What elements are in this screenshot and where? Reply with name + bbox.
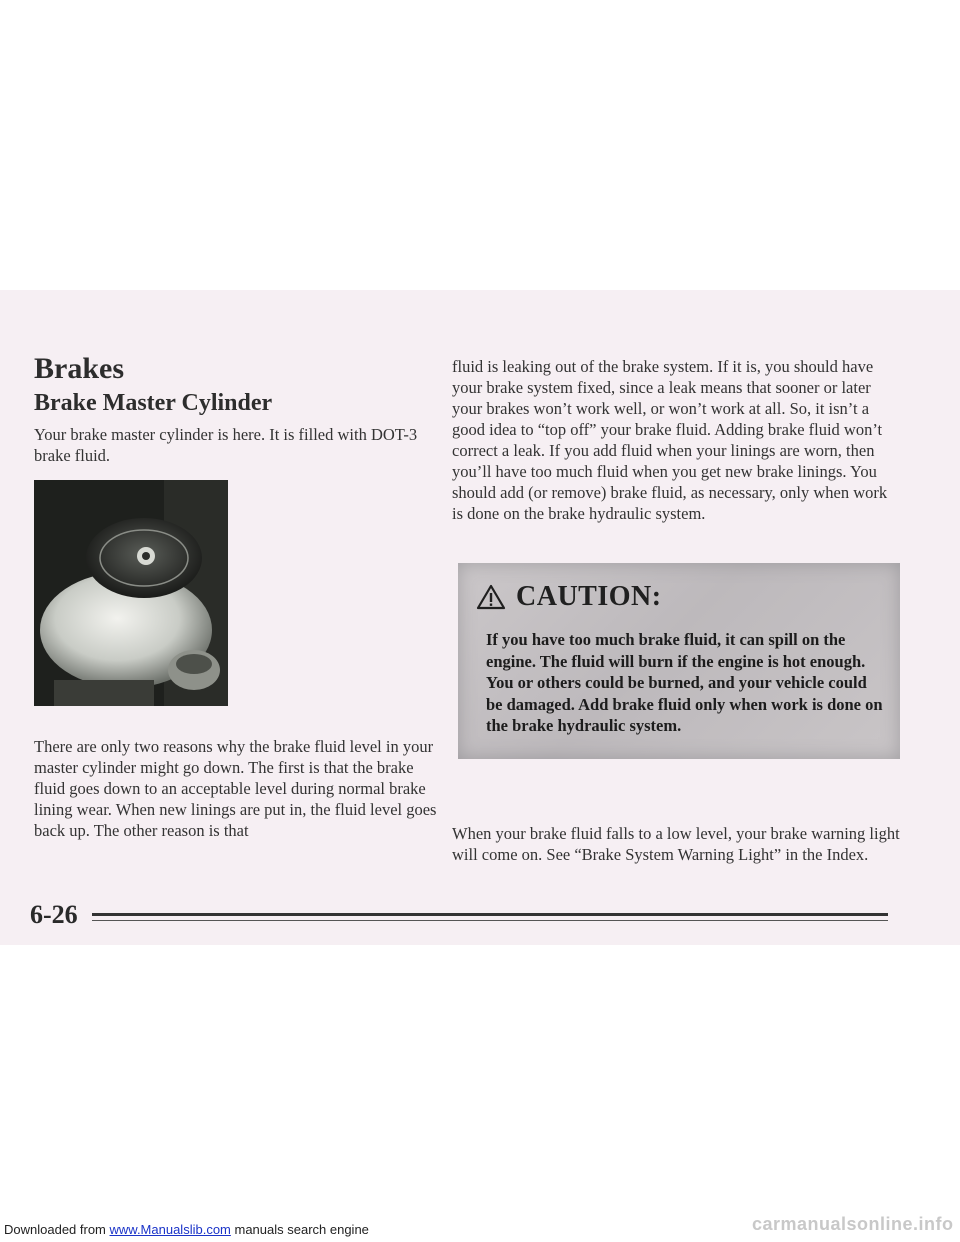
intro-paragraph: Your brake master cylinder is here. It is filled with DOT-3 brake fluid.: [34, 425, 418, 465]
caution-header: [476, 581, 662, 613]
footer-suffix: manuals search engine: [230, 1222, 369, 1237]
subsection-title: Brake Master Cylinder: [34, 390, 273, 416]
section-title: Brakes: [34, 352, 124, 385]
footer-rule-thick: [92, 913, 888, 916]
download-footer: [4, 1222, 369, 1237]
caution-text: If you have too much brake fluid, it can spill on the engine. The fluid will burn if the engine is hot enough. You or others could be burned, and your vehicle could be damaged. Add brake fluid only when work is done on the brake hydraulic system.: [486, 630, 883, 735]
fluid-level-paragraph: There are only two reasons why the brake fluid level in your master cylinder might go down. The first is that the brake fluid goes down to an acceptable level during normal brake lining wear. When new linings are put in, the fluid level goes back up. The other reason is that: [34, 737, 437, 840]
page-number: 6-26: [30, 900, 78, 929]
caution-box: [458, 563, 900, 759]
reservoir-illustration: [34, 480, 228, 706]
footer-rule-thin: [92, 920, 888, 921]
brake-master-cylinder-photo: [34, 480, 228, 706]
leak-paragraph: fluid is leaking out of the brake system. If it is, you should have your brake system fixed, since a leak means that sooner or later your brakes won’t work well, or won’t work at all. So, it isn’t a good idea to “top off” your brake fluid. Adding brake fluid won’t correct a leak. If you add fluid when your linings are worn, then you’ll have too much fluid when you get new brake linings. You should add (or remove) brake fluid, as necessary, only when work is done on the brake hydraulic system.: [452, 357, 888, 523]
watermark: carmanualsonline.info: [752, 1214, 954, 1234]
footer-prefix: Downloaded from: [4, 1222, 110, 1237]
closing-paragraph: When your brake fluid falls to a low level, your brake warning light will come on. See “Brake System Warning Light” in the Index.: [452, 824, 900, 864]
manualslib-link[interactable]: www.Manualslib.com: [109, 1222, 231, 1237]
warning-triangle-icon: [476, 584, 506, 610]
caution-title: CAUTION:: [516, 581, 662, 612]
